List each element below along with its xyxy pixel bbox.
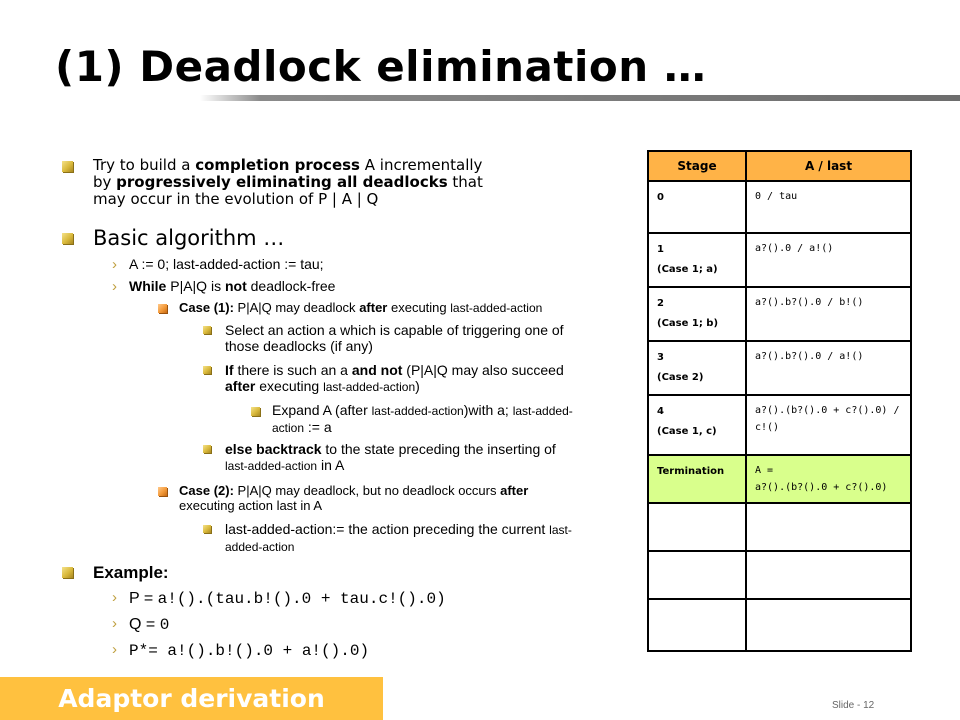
table-row-termination: Termination A = a?().(b?().0 + c?().0) bbox=[648, 455, 911, 503]
stage-table bbox=[647, 150, 912, 652]
table-row: 4 (Case 1, c) a?().(b?().0 + c?().0) / c!() bbox=[648, 395, 911, 455]
case2-item: Case (2): P|A|Q may deadlock, but no deadlock occurs after executing action last in A bbox=[158, 483, 528, 513]
example-pstar: › P*= a!().b!().0 + a!().0) bbox=[112, 641, 370, 660]
basic-algorithm-heading: Basic algorithm … bbox=[93, 226, 285, 250]
table-row: 3 (Case 2) a?().b?().0 / a!() bbox=[648, 341, 911, 395]
chevron-bullet-icon: › bbox=[112, 256, 117, 273]
intro-bullet bbox=[62, 157, 483, 208]
chevron-bullet-icon: › bbox=[112, 615, 117, 632]
example-p: › P = a!().(tau.b!().0 + tau.c!().0) bbox=[112, 589, 446, 608]
square-bullet-icon bbox=[62, 567, 73, 578]
basic-algorithm-bullet bbox=[62, 226, 284, 250]
slide-title: (1) Deadlock elimination … bbox=[55, 42, 707, 91]
while-item: › While P|A|Q is not deadlock-free bbox=[112, 278, 336, 295]
table-row: 1 (Case 1; a) a?().0 / a!() bbox=[648, 233, 911, 287]
select-item: Select an action a which is capable of triggering one of those deadlocks (if any) bbox=[203, 322, 564, 354]
slide-number: Slide - 12 bbox=[832, 700, 875, 711]
square-bullet-icon bbox=[251, 407, 260, 416]
if-item: If there is such an a and not (P|A|Q may also succeed after executing last-added-action) bbox=[203, 362, 564, 395]
expand-item: Expand A (after last-added-action)with a; last-added- action := a bbox=[251, 402, 573, 436]
example-bullet bbox=[62, 563, 169, 583]
table-header-row bbox=[648, 151, 911, 181]
square-bullet-icon bbox=[203, 326, 211, 334]
chevron-bullet-icon: › bbox=[112, 278, 117, 295]
square-bullet-icon bbox=[62, 233, 73, 244]
intro-text: Try to build a completion process A incrementally by progressively eliminating all deadlocks that may occur in the evolution of P | A | Q bbox=[93, 156, 483, 208]
col-header-a-last: A / last bbox=[746, 151, 911, 181]
col-header-stage: Stage bbox=[648, 151, 746, 181]
square-bullet-icon bbox=[203, 525, 211, 533]
footer-banner: Adaptor derivation bbox=[0, 677, 383, 720]
table-row: 2 (Case 1; b) a?().b?().0 / b!() bbox=[648, 287, 911, 341]
case1-item: Case (1): P|A|Q may deadlock after executing last-added-action bbox=[158, 300, 542, 316]
example-heading: Example: bbox=[93, 563, 169, 582]
table-row: 0 0 / tau bbox=[648, 181, 911, 233]
table-row-empty bbox=[648, 599, 911, 651]
square-bullet-icon bbox=[203, 445, 211, 453]
square-bullet-icon bbox=[158, 487, 167, 496]
square-bullet-icon bbox=[203, 366, 211, 374]
lastadded-item: last-added-action:= the action preceding the current last- added-action bbox=[203, 521, 572, 555]
chevron-bullet-icon: › bbox=[112, 641, 117, 658]
init-item: › A := 0; last-added-action := tau; bbox=[112, 256, 324, 273]
square-bullet-icon bbox=[62, 161, 73, 172]
table-row-empty bbox=[648, 551, 911, 599]
chevron-bullet-icon: › bbox=[112, 589, 117, 606]
else-item: else backtrack to the state preceding the inserting of last-added-action in A bbox=[203, 441, 556, 474]
table-row-empty bbox=[648, 503, 911, 551]
square-bullet-icon bbox=[158, 304, 167, 313]
example-q: › Q = 0 bbox=[112, 615, 170, 634]
